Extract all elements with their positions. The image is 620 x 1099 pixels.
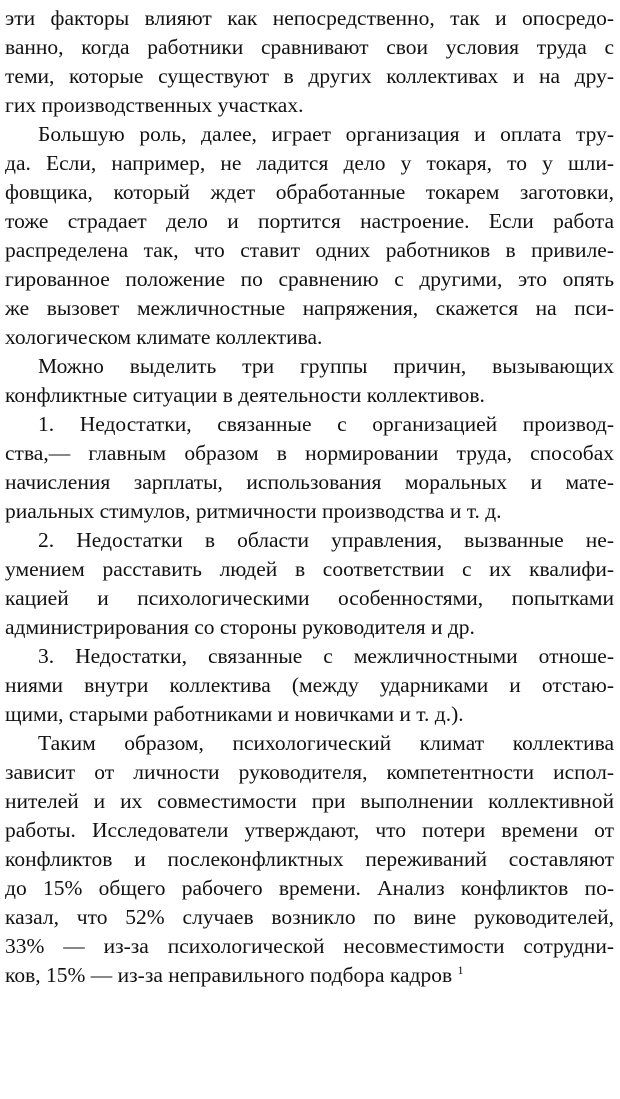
text-line: щими, старыми работниками и новичками и т. д.). [5,702,464,726]
text-line: Таким образом, психологический климат коллектива [38,731,614,755]
text-line: ниями внутри коллектива (между ударниками и отстаю- [5,673,614,697]
text-line: хологическом климате коллектива. [5,325,323,349]
text-line: да. Если, например, не ладится дело у токаря, то у шли- [5,151,614,175]
text-line: распределена так, что ставит одних работников в привиле- [5,238,614,262]
text-line: конфликтов и послеконфликтных переживаний составляют [5,847,614,871]
text-line: 33% — из-за психологической несовместимости сотрудни- [5,934,614,958]
text-line: Можно выделить три группы причин, вызывающих [38,354,614,378]
text-line: конфликтные ситуации в деятельности коллективов. [5,383,485,407]
text-line: казал, что 52% случаев возникло по вине руководителей, [5,905,614,929]
text-line: ванно, когда работники сравнивают свои условия труда с [5,35,614,59]
text-line: ства,— главным образом в нормировании труда, способах [5,441,614,465]
text-line: гих производственных участках. [5,93,304,117]
text-line: тоже страдает дело и портится настроение. Если работа [5,209,614,233]
text-line: же вызовет межличностные напряжения, скажется на пси- [5,296,614,320]
text-line [5,961,614,990]
text-line: 3. Недостатки, связанные с межличностными отноше- [38,644,614,668]
text-line: 1. Недостатки, связанные с организацией производ- [38,412,614,436]
text-line-content: ков, 15% — из-за неправильного подбора кадров [5,963,453,987]
text-line: гированное положение по сравнению с другими, это опять [5,267,614,291]
text-line: кацией и психологическими особенностями, попытками [5,586,614,610]
text-line: риальных стимулов, ритмичности производства и т. д. [5,499,502,523]
text-line: фовщика, который ждет обработанные токарем заготовки, [5,180,614,204]
text-line: зависит от личности руководителя, компетентности испол- [5,760,614,784]
text-line: эти факторы влияют как непосредственно, так и опосредо- [5,6,614,30]
text-line: теми, которые существуют в других коллективах и на дру- [5,64,614,88]
text-line: нителей и их совместимости при выполнении коллективной [5,789,614,813]
footnote-reference: 1 [457,962,464,977]
text-line: умением расставить людей в соответствии с их квалифи- [5,557,614,581]
text-line: 2. Недостатки в области управления, вызванные не- [38,528,614,552]
text-line: до 15% общего рабочего времени. Анализ конфликтов по- [5,876,614,900]
text-line: работы. Исследователи утверждают, что потери времени от [5,818,614,842]
text-line: администрирования со стороны руководителя и др. [5,615,475,639]
text-line: начисления зарплаты, использования моральных и мате- [5,470,614,494]
text-line: Большую роль, далее, играет организация и оплата тру- [38,122,614,146]
